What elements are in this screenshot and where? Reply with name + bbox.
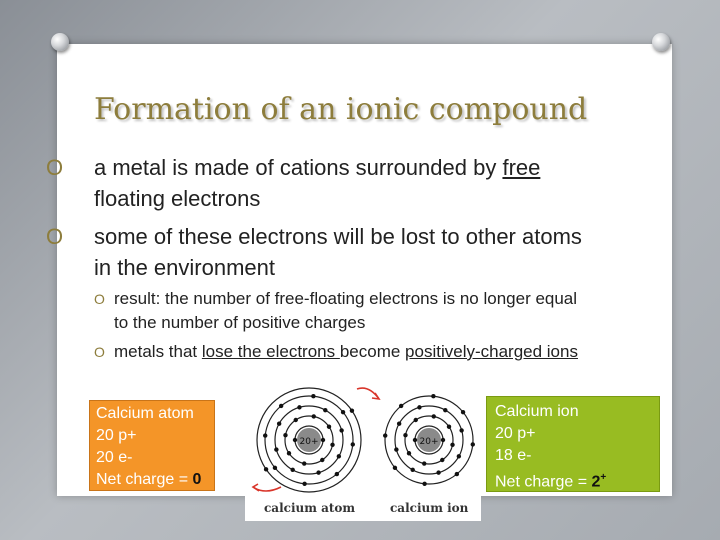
- electron: [335, 472, 339, 476]
- bullet-1-text-a: a metal is made of cations surrounded by: [94, 155, 503, 180]
- pin-top-left: [51, 33, 69, 51]
- atom-net-value: 0: [192, 471, 202, 488]
- sub-bullet-1-text-b: to the number of positive charges: [114, 313, 366, 332]
- sub-bullet-marker: O: [94, 291, 105, 307]
- electron: [431, 394, 435, 398]
- sub-bullet-2: [94, 340, 578, 364]
- electron: [450, 443, 454, 447]
- electron: [312, 414, 316, 418]
- electron: [330, 443, 334, 447]
- electron: [316, 470, 320, 474]
- ion-box-line-1: Calcium ion: [495, 403, 579, 420]
- atom-diagram: [245, 383, 481, 521]
- ion-net-sup: +: [600, 472, 607, 483]
- electron: [461, 410, 465, 414]
- electron: [417, 405, 421, 409]
- slide-title: Formation of an ionic compound: [94, 92, 588, 127]
- electron: [440, 458, 444, 462]
- atom-nucleus-label: 20+: [299, 437, 319, 447]
- electron: [323, 408, 327, 412]
- electron: [321, 438, 325, 442]
- pin-top-right: [652, 33, 670, 51]
- electron: [422, 461, 426, 465]
- electron: [414, 418, 418, 422]
- calcium-ion-box: [486, 396, 660, 492]
- electron: [351, 442, 355, 446]
- electron: [273, 466, 277, 470]
- electron: [443, 408, 447, 412]
- atom-box-line-4: [96, 469, 214, 491]
- ion-net-label: Net charge =: [495, 473, 592, 491]
- electron: [311, 394, 315, 398]
- electron: [302, 482, 306, 486]
- sub-bullet-2-underlined-2: positively-charged ions: [405, 342, 578, 361]
- electron: [327, 425, 331, 429]
- sub-bullet-1: [94, 287, 577, 335]
- electron: [471, 442, 475, 446]
- atom-box-line-2: 20 p+: [96, 427, 137, 444]
- electron: [455, 472, 459, 476]
- bullet-2-text-a: some of these electrons will be lost to other atoms: [94, 224, 582, 249]
- electron: [394, 447, 398, 451]
- sub-bullet-1-text-a: result: the number of free-floating electrons is no longer equal: [114, 289, 578, 308]
- ion-box-line-4: [495, 467, 659, 493]
- atom-net-label: Net charge =: [96, 471, 193, 488]
- electron: [274, 447, 278, 451]
- ion-box-line-2: 20 p+: [495, 425, 536, 442]
- electron: [294, 418, 298, 422]
- electron: [293, 438, 297, 442]
- calcium-atom-box: [89, 400, 215, 491]
- ion-box-line-3: 18 e-: [495, 447, 532, 464]
- electron: [320, 458, 324, 462]
- electron: [283, 433, 287, 437]
- electron: [432, 414, 436, 418]
- electron: [407, 451, 411, 455]
- electron: [393, 466, 397, 470]
- electron: [397, 421, 401, 425]
- bullet-marker: O: [46, 155, 64, 180]
- electron: [459, 428, 463, 432]
- electron: [436, 470, 440, 474]
- atom-box-line-1: Calcium atom: [96, 405, 194, 422]
- bullet-marker: O: [46, 224, 64, 249]
- electron: [279, 404, 283, 408]
- ion-label: calcium ion: [390, 501, 469, 515]
- bullet-2: [46, 221, 582, 283]
- electron: [410, 468, 414, 472]
- atom-label: calcium atom: [264, 501, 356, 515]
- sub-bullet-2-underlined-1: lose the electrons: [201, 342, 340, 361]
- electron: [403, 433, 407, 437]
- electron: [339, 428, 343, 432]
- bullet-1: [46, 152, 540, 214]
- electron: [263, 433, 267, 437]
- bullet-1-free: free: [502, 155, 541, 180]
- electron: [383, 433, 387, 437]
- ion-nucleus-label: 20+: [419, 437, 439, 447]
- electron: [350, 408, 354, 412]
- electron: [290, 468, 294, 472]
- electron: [264, 467, 268, 471]
- electron: [341, 410, 345, 414]
- sub-bullet-2-text-a: metals that: [114, 342, 202, 361]
- atom-box-line-3: 20 e-: [96, 449, 133, 466]
- electron: [441, 438, 445, 442]
- electron: [287, 451, 291, 455]
- electron: [297, 405, 301, 409]
- bullet-2-text-b: in the environment: [94, 255, 275, 280]
- ion-net-value: 2: [591, 473, 601, 491]
- electron: [413, 438, 417, 442]
- sub-bullet-2-text-b: become: [339, 342, 406, 361]
- sub-bullet-marker: O: [94, 344, 105, 360]
- electron: [302, 461, 306, 465]
- electron: [337, 454, 341, 458]
- electron: [277, 421, 281, 425]
- electron: [457, 454, 461, 458]
- electron: [447, 425, 451, 429]
- electron: [399, 404, 403, 408]
- electron: [422, 482, 426, 486]
- bullet-1-text-b: floating electrons: [94, 186, 261, 211]
